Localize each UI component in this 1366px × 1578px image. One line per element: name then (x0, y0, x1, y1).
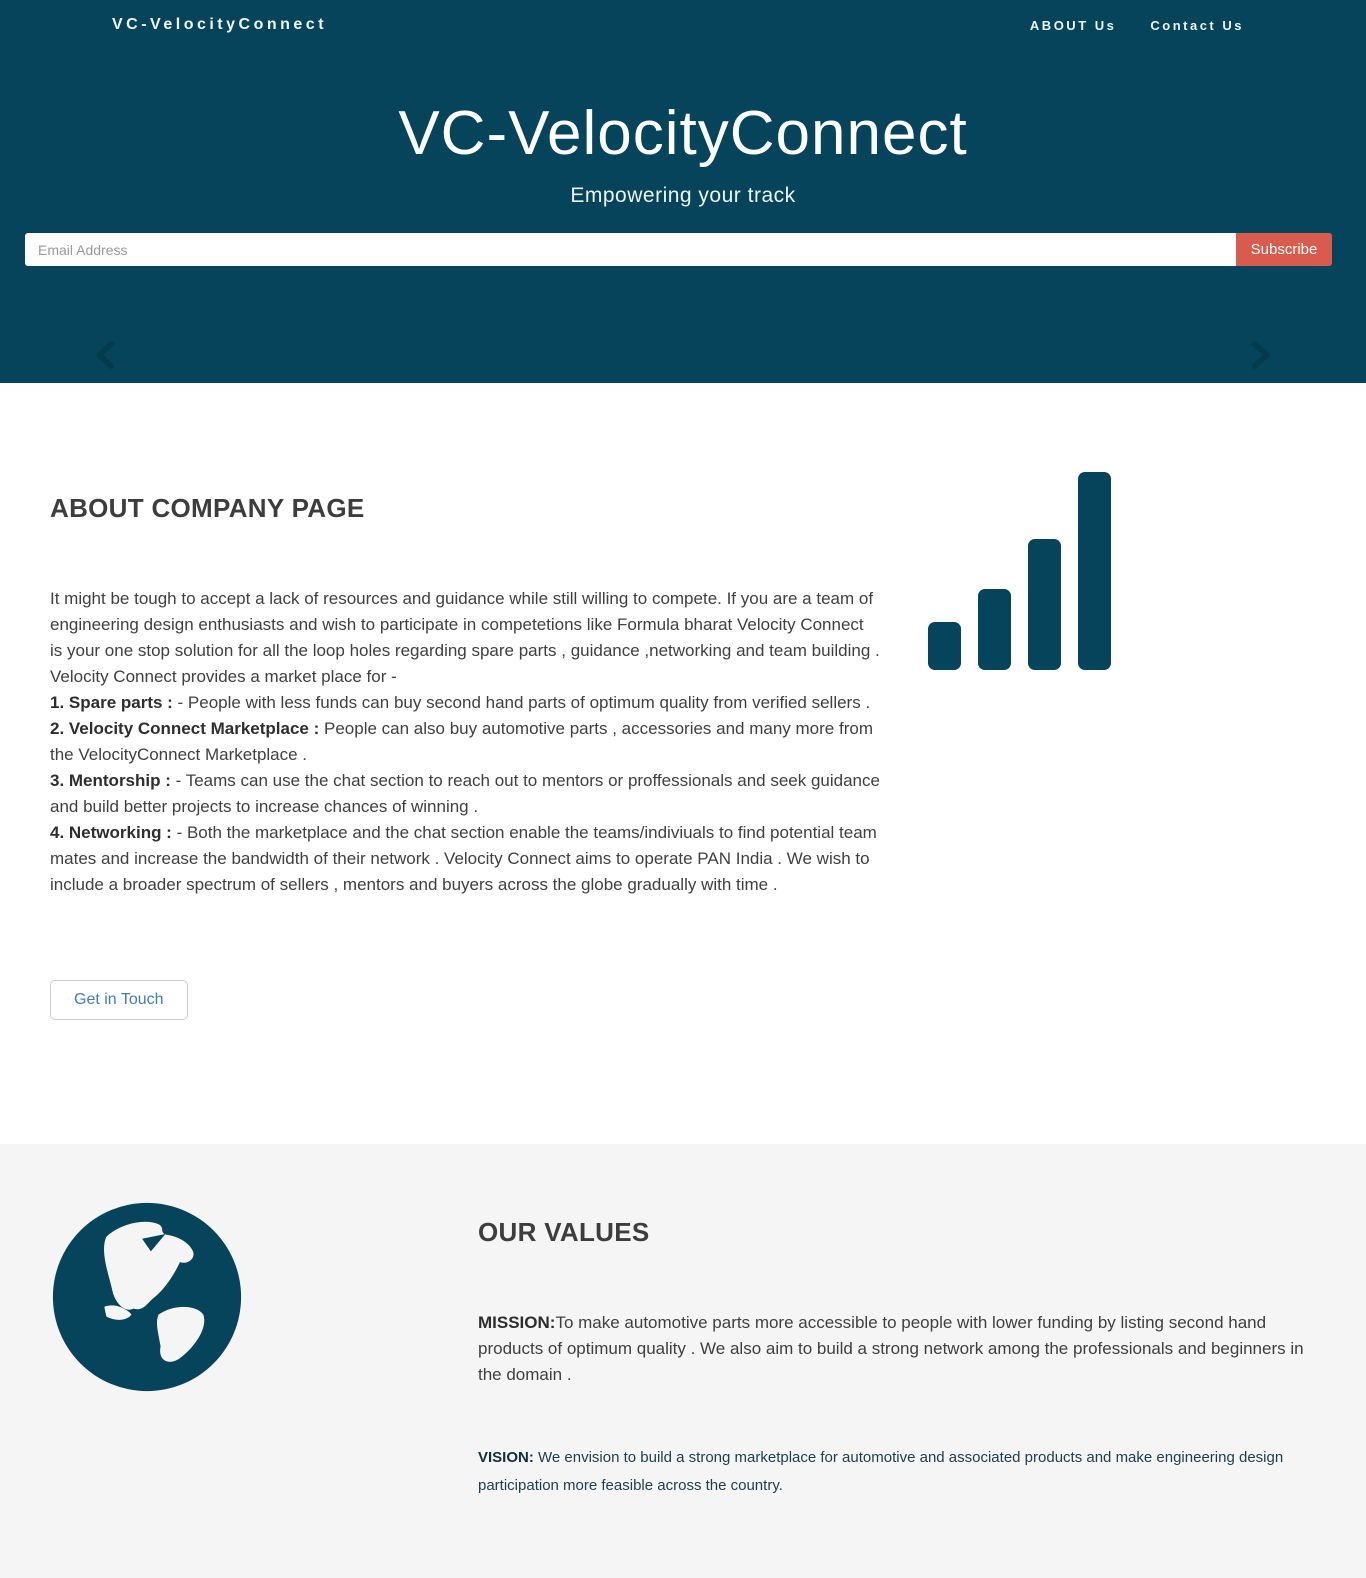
our-values-section (0, 1144, 1366, 1578)
hero-subtitle: Empowering your track (570, 184, 796, 207)
nav-about-us[interactable]: ABOUT Us (1029, 17, 1117, 33)
about-company-section (0, 383, 1366, 1144)
about-item-3-label: 3. Mentorship : (50, 771, 171, 790)
about-description (50, 586, 880, 898)
about-intro: It might be tough to accept a lack of resources and guidance while still willing to compete. If you are a team of engineering design enthusiasts and wish to participate in competetions like Formula bharat Velocity Connect is your one stop solution for all the loop holes regarding spare parts , guidance ,networking and team building . Velocity Connect provides a market place for - (50, 589, 880, 686)
hero-title: VC-VelocityConnect (398, 99, 968, 168)
mission-text: To make automotive parts more accessible to people with lower funding by listing second hand products of optimum quality . We also aim to build a strong network among the professionals and beginners in the domain . (478, 1313, 1304, 1384)
chevron-left-icon[interactable] (88, 336, 126, 374)
hero-section (0, 0, 1366, 383)
subscribe-form (25, 233, 1332, 266)
nav-contact-us[interactable]: Contact Us (1150, 17, 1244, 33)
about-item-4-text: - Both the marketplace and the chat section enable the teams/indiviuals to find potential team mates and increase the bandwidth of their network . Velocity Connect aims to operate PAN India . We wish to include a broader spectrum of sellers , mentors and buyers across the globe gradually with time . (50, 823, 877, 894)
vision-text: We envision to build a strong marketplace for automotive and associated products and make engineering design participation more feasible across the country. (478, 1449, 1284, 1494)
about-item-2-text: People can also buy automotive parts , accessories and many more from the VelocityConnect Marketplace . (50, 719, 873, 764)
about-item-3-text: - Teams can use the chat section to reach out to mentors or proffessionals and seek guidance and build better projects to increase chances of winning . (50, 771, 880, 816)
nav-menu (1030, 18, 1244, 33)
about-item-1-label: 1. Spare parts : (50, 693, 173, 712)
top-navigation (0, 0, 1366, 34)
bar-chart-icon (925, 470, 1115, 670)
vision-label: VISION: (478, 1449, 534, 1466)
about-item-4-label: 4. Networking : (50, 823, 172, 842)
about-heading: ABOUT COMPANY PAGE (50, 493, 365, 523)
about-item-1-text: - People with less funds can buy second hand parts of optimum quality from verified sellers . (172, 693, 871, 712)
mission-label: MISSION: (478, 1313, 556, 1332)
subscribe-button[interactable]: Subscribe (1236, 233, 1332, 266)
vision-paragraph (478, 1444, 1306, 1500)
values-content (478, 1200, 1306, 1578)
email-input[interactable] (25, 233, 1236, 266)
about-item-2-label: 2. Velocity Connect Marketplace : (50, 719, 320, 738)
mission-paragraph (478, 1310, 1306, 1388)
globe-icon (50, 1200, 244, 1394)
chevron-right-icon[interactable] (1240, 336, 1278, 374)
values-heading: OUR VALUES (478, 1217, 650, 1247)
get-in-touch-button[interactable]: Get in Touch (50, 980, 188, 1020)
site-logo[interactable]: VC-VelocityConnect (112, 16, 328, 33)
